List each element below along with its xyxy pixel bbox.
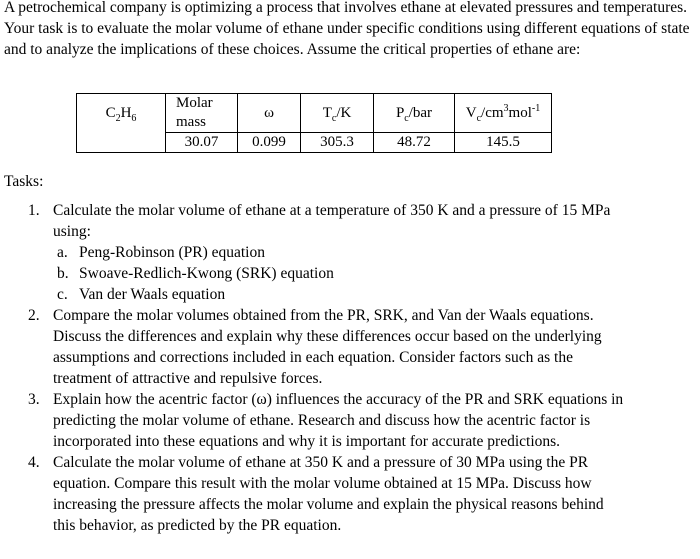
task-item-1 (28, 200, 628, 305)
task-item-2 (28, 305, 628, 389)
task-item-4 (28, 452, 628, 536)
tasks-list (28, 200, 628, 536)
tasks-heading: Tasks: (4, 173, 44, 190)
molar-mass-header-line1: Molar (166, 94, 238, 114)
task-text: Calculate the molar volume of ethane at 350 K and a pressure of 30 MPa using the PR equation. Compare this result with the molar volume obtained at 15 MPa. Discuss how increasing the pressure affects the molar volume and explain the physical reasons behind this behavior, as predicted by the PR equation. (53, 454, 604, 534)
intro-section (4, 0, 696, 60)
molar-mass-header-line2: mass (166, 113, 238, 133)
task-number: 2. (28, 307, 40, 324)
subtask-text: Peng-Robinson (PR) equation (79, 244, 265, 261)
critical-properties-table (76, 93, 552, 153)
task-text: Compare the molar volumes obtained from the PR, SRK, and Van der Waals equations. Discuss the differences and explain why these differences occur based on the underlying assumptions and corrections included in each equation. Consider factors such as the treatment of attractive and repulsive forces. (53, 307, 602, 387)
task-text: Explain how the acentric factor (ω) influences the accuracy of the PR and SRK equations in predicting the molar volume of ethane. Research and discuss how the acentric factor is incorporated into these equations and why it is important for accurate predictions. (53, 391, 624, 450)
vc-header: $V_c/cm^3mol^{-1}$ (455, 94, 552, 133)
intro-paragraph: A petrochemical company is optimizing a process that involves ethane at elevated pressures and temperatures. Your task is to evaluate the molar volume of ethane under specific conditions using different equations of state and to analyze the implications of these choices. Assume the critical properties of ethane are: (4, 0, 690, 58)
task-number: 4. (28, 454, 40, 471)
compound-formula: $C_2H_6$ (105, 104, 137, 124)
pc-value: 48.72 (374, 133, 455, 153)
subtask-item-a (53, 242, 628, 263)
subtask-letter: b. (57, 265, 69, 282)
subtask-item-b (53, 263, 628, 284)
task-number: 1. (28, 202, 40, 219)
subtask-letter: c. (57, 286, 68, 303)
omega-header: ω (238, 94, 301, 133)
omega-value: 0.099 (238, 133, 301, 153)
molar-mass-value: 30.07 (166, 133, 238, 153)
task-text: Calculate the molar volume of ethane at a temperature of 350 K and a pressure of 15 MPa using: (53, 202, 611, 240)
tc-header: $T_c/K$ (301, 94, 374, 133)
task-item-3 (28, 389, 628, 452)
compound-value-spacer (77, 133, 166, 153)
subtask-letter: a. (57, 244, 68, 261)
task-number: 3. (28, 391, 40, 408)
compound-cell (77, 94, 166, 133)
vc-value: 145.5 (455, 133, 552, 153)
pc-header: $P_c$/bar (374, 94, 455, 133)
subtask-text: Swoave-Redlich-Kwong (SRK) equation (79, 265, 334, 282)
task-1-sublist (53, 242, 628, 305)
subtask-item-c (53, 284, 628, 305)
tc-value: 305.3 (301, 133, 374, 153)
subtask-text: Van der Waals equation (79, 286, 226, 303)
